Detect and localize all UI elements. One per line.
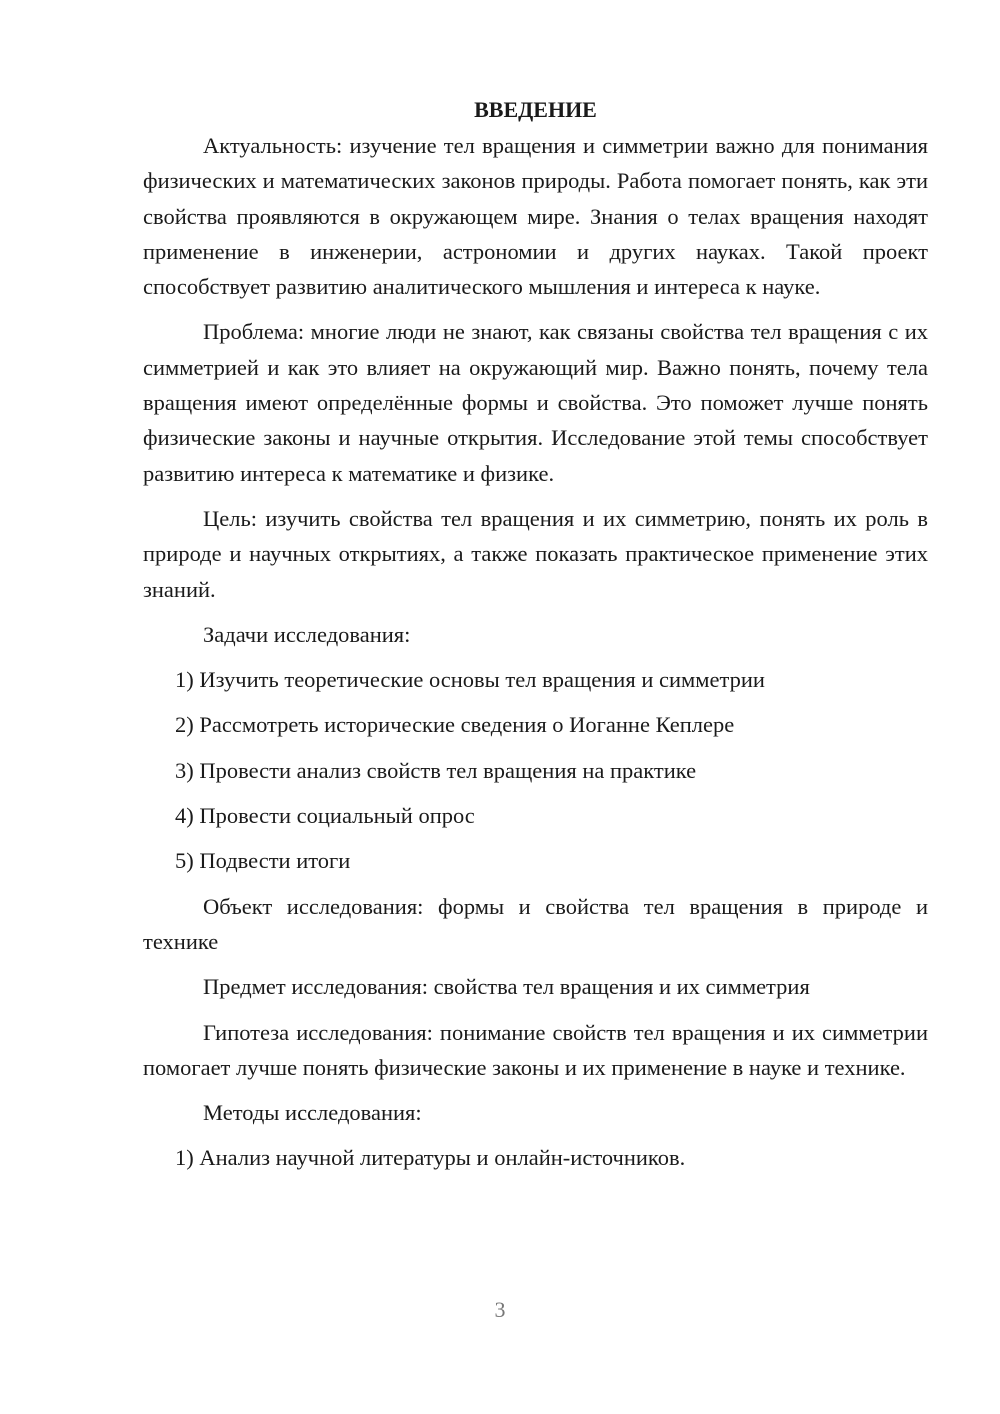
task-item: 1) Изучить теоретические основы тел вращения и симметрии (175, 667, 765, 693)
tasks-list (143, 662, 928, 878)
subject-paragraph: Предмет исследования: свойства тел вращения и их симметрия (203, 974, 810, 1000)
task-item: 2) Рассмотреть исторические сведения о Иоганне Кеплере (175, 712, 735, 738)
task-item: 3) Провести анализ свойств тел вращения на практике (175, 757, 697, 783)
goal-paragraph: Цель: изучить свойства тел вращения и их симметрию, понять их роль в природе и научных открытиях, а также показать практическое применение этих знаний. (143, 505, 928, 602)
hypothesis-paragraph: Гипотеза исследования: понимание свойств тел вращения и их симметрии помогает лучше понять физические законы и их применение в науке и технике. (143, 1019, 928, 1080)
methods-heading: Методы исследования: (203, 1100, 422, 1126)
page-number: 3 (494, 1297, 506, 1322)
tasks-heading: Задачи исследования: (203, 621, 411, 647)
methods-list (143, 1140, 928, 1175)
method-item: 1) Анализ научной литературы и онлайн-источников. (175, 1145, 686, 1171)
task-item: 5) Подвести итоги (175, 848, 351, 874)
section-title: ВВЕДЕНИЕ (474, 97, 597, 122)
object-paragraph: Объект исследования: формы и свойства тел вращения в природе и технике (143, 893, 928, 954)
problem-paragraph: Проблема: многие люди не знают, как связаны свойства тел вращения с их симметрией и как это влияет на окружающий мир. Важно понять, почему тела вращения имеют определённые формы и свойства. Это поможет лучше понять физические законы и научные открытия. Исследование этой темы способствует развитию интереса к математике и физике. (143, 319, 928, 486)
task-item: 4) Провести социальный опрос (175, 803, 475, 829)
relevance-paragraph: Актуальность: изучение тел вращения и симметрии важно для понимания физических и математических законов природы. Работа помогает понять, как эти свойства проявляются в окружающем мире. Знания о телах вращения находят применение в инженерии, астрономии и других науках. Такой проект способствует развитию аналитического мышления и интереса к науке. (143, 133, 928, 300)
document-page (143, 92, 928, 1186)
